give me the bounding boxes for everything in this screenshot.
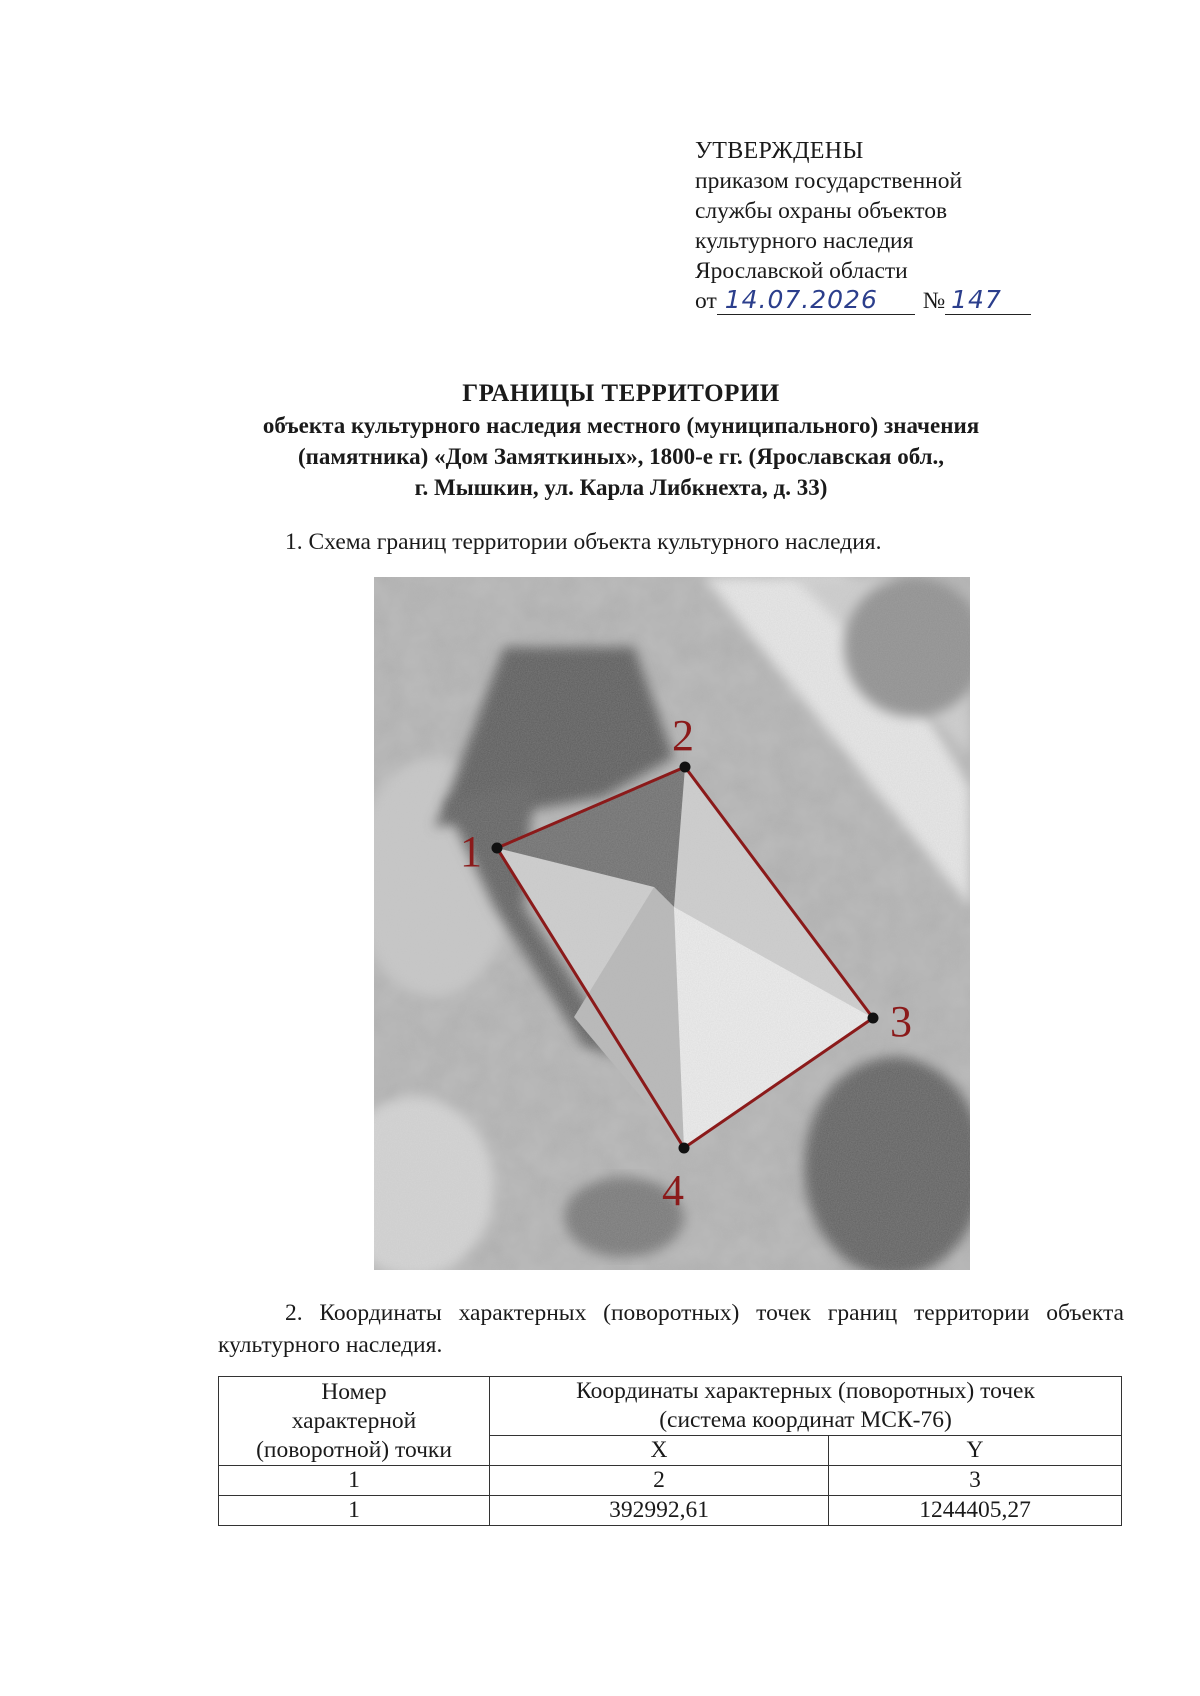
header-text: Номер xyxy=(321,1378,387,1405)
title-subline: объекта культурного наследия местного (муниципального) значения xyxy=(262,413,980,438)
approval-line: культурного наследия xyxy=(695,228,914,254)
approval-line: Ярославской области xyxy=(695,258,908,284)
section-2-heading: 2. Координаты характерных (поворотных) точек границ территории объекта культурного наследия. xyxy=(218,1300,1124,1358)
point-label-4: 4 xyxy=(662,1166,684,1215)
section-1-heading: 1. Схема границ территории объекта культурного наследия. xyxy=(285,529,882,555)
aerial-scheme-image xyxy=(374,577,970,1270)
table-cell: 3 xyxy=(829,1466,1122,1496)
title-subline: (памятника) «Дом Замяткиных», 1800-е гг. (Ярославская обл., xyxy=(297,444,945,469)
date-prefix: от xyxy=(695,288,717,314)
number-sign: № xyxy=(922,288,946,314)
header-point-number xyxy=(219,1377,490,1466)
table-cell: 2 xyxy=(490,1466,829,1496)
header-y: Y xyxy=(829,1436,1122,1466)
boundary-point-3 xyxy=(868,1013,879,1024)
title-subline: г. Мышкин, ул. Карла Либкнехта, д. 33) xyxy=(414,475,828,500)
boundary-point-1 xyxy=(492,843,503,854)
boundary-point-2 xyxy=(680,762,691,773)
point-label-3: 3 xyxy=(890,997,912,1046)
approval-line: приказом государственной xyxy=(695,168,963,194)
table-header-row xyxy=(219,1377,1122,1436)
approval-block xyxy=(695,136,1095,316)
table-numbering-row xyxy=(219,1466,1122,1496)
boundary-point-4 xyxy=(679,1143,690,1154)
point-label-2: 2 xyxy=(672,711,694,760)
header-text: (система координат МСК-76) xyxy=(659,1407,952,1433)
table-row xyxy=(219,1496,1122,1526)
table-cell: 392992,61 xyxy=(490,1496,829,1526)
approval-date-line xyxy=(695,286,1095,316)
coordinates-table xyxy=(218,1376,1122,1526)
table-cell: 1 xyxy=(219,1466,490,1496)
handwritten-number: 147 xyxy=(945,286,1031,315)
header-text: (поворотной) точки xyxy=(256,1436,452,1463)
table-cell: 1 xyxy=(219,1496,490,1526)
title-main: ГРАНИЦЫ ТЕРРИТОРИИ xyxy=(462,380,780,407)
header-coordinates-group xyxy=(490,1377,1122,1436)
handwritten-date: 14.07.2026 xyxy=(717,286,915,315)
approval-heading: УТВЕРЖДЕНЫ xyxy=(695,138,864,164)
header-text: характерной xyxy=(291,1407,417,1434)
document-title xyxy=(200,378,1042,503)
header-x: X xyxy=(490,1436,829,1466)
approval-line: службы охраны объектов xyxy=(695,198,948,224)
header-text: Координаты характерных (поворотных) точек xyxy=(576,1378,1035,1404)
point-label-1: 1 xyxy=(460,827,482,876)
table-cell: 1244405,27 xyxy=(829,1496,1122,1526)
